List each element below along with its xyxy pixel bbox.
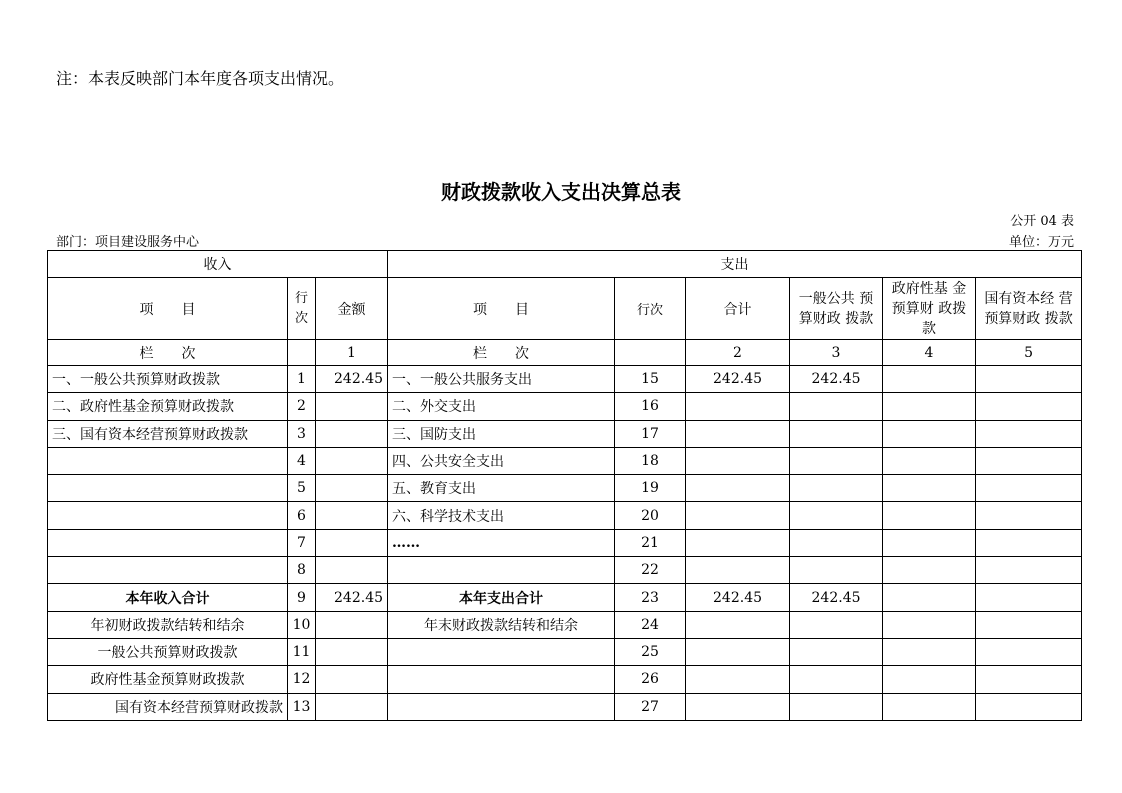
expense-row-no-cell: 16 xyxy=(615,393,686,420)
column-number-3: 3 xyxy=(790,340,883,366)
income-amount-header: 金额 xyxy=(316,278,388,340)
general-budget-cell xyxy=(790,666,883,693)
income-amount-cell: 242.45 xyxy=(316,366,388,393)
state-capital-cell xyxy=(976,666,1082,693)
table-row xyxy=(48,393,1082,420)
gov-fund-cell xyxy=(883,584,976,611)
general-budget-cell xyxy=(790,611,883,638)
gov-fund-cell xyxy=(883,557,976,584)
column-number-1: 1 xyxy=(316,340,388,366)
general-budget-cell xyxy=(790,420,883,447)
income-item-cell: 政府性基金预算财政拨款 xyxy=(48,666,288,693)
general-budget-cell xyxy=(790,638,883,665)
total-cell xyxy=(686,393,790,420)
gov-fund-cell xyxy=(883,366,976,393)
table-row xyxy=(48,447,1082,474)
expense-item-cell: 三、国防支出 xyxy=(388,420,615,447)
gov-fund-cell xyxy=(883,638,976,665)
page-title: 财政拨款收入支出决算总表 xyxy=(441,180,681,204)
expense-row-no-cell: 20 xyxy=(615,502,686,529)
income-item-header: 项 目 xyxy=(48,278,288,340)
general-budget-cell xyxy=(790,557,883,584)
table-note: 注：本表反映部门本年度各项支出情况。 xyxy=(56,69,345,88)
total-header: 合计 xyxy=(686,278,790,340)
gov-fund-cell xyxy=(883,611,976,638)
expense-item-cell: 年末财政拨款结转和结余 xyxy=(388,611,615,638)
income-amount-cell xyxy=(316,693,388,720)
total-cell xyxy=(686,557,790,584)
income-item-cell: 三、国有资本经营预算财政拨款 xyxy=(48,420,288,447)
income-item-cell xyxy=(48,529,288,556)
expense-header: 支出 xyxy=(388,251,1082,278)
column-number-2: 2 xyxy=(686,340,790,366)
general-budget-cell xyxy=(790,502,883,529)
expense-item-cell: 本年支出合计 xyxy=(388,584,615,611)
general-budget-cell xyxy=(790,693,883,720)
table-row xyxy=(48,611,1082,638)
total-cell xyxy=(686,638,790,665)
total-cell xyxy=(686,420,790,447)
income-item-cell xyxy=(48,502,288,529)
table-row xyxy=(48,666,1082,693)
income-row-no-cell: 9 xyxy=(288,584,316,611)
state-capital-cell xyxy=(976,611,1082,638)
total-cell xyxy=(686,529,790,556)
income-item-cell xyxy=(48,557,288,584)
column-number-empty xyxy=(288,340,316,366)
income-row-no-cell: 1 xyxy=(288,366,316,393)
column-label-left: 栏 次 xyxy=(48,340,288,366)
income-amount-cell xyxy=(316,638,388,665)
income-row-no-cell: 4 xyxy=(288,447,316,474)
income-item-cell: 本年收入合计 xyxy=(48,584,288,611)
income-row-no-cell: 2 xyxy=(288,393,316,420)
table-row xyxy=(48,502,1082,529)
income-row-no-cell: 10 xyxy=(288,611,316,638)
expense-row-no-cell: 22 xyxy=(615,557,686,584)
budget-summary-table xyxy=(47,250,1082,721)
total-cell xyxy=(686,611,790,638)
total-cell xyxy=(686,475,790,502)
income-amount-cell xyxy=(316,447,388,474)
table-row xyxy=(48,638,1082,665)
income-amount-cell xyxy=(316,475,388,502)
general-budget-cell: 242.45 xyxy=(790,366,883,393)
income-header: 收入 xyxy=(48,251,388,278)
expense-item-cell: …… xyxy=(388,529,615,556)
gov-fund-cell xyxy=(883,529,976,556)
expense-item-cell: 五、教育支出 xyxy=(388,475,615,502)
gov-fund-cell xyxy=(883,666,976,693)
income-item-cell: 二、政府性基金预算财政拨款 xyxy=(48,393,288,420)
general-budget-cell xyxy=(790,447,883,474)
income-amount-cell: 242.45 xyxy=(316,584,388,611)
column-number-empty xyxy=(615,340,686,366)
income-row-no-cell: 12 xyxy=(288,666,316,693)
column-label-right: 栏 次 xyxy=(388,340,615,366)
state-capital-header: 国有资本经 营预算财政 拨款 xyxy=(976,278,1082,340)
income-amount-cell xyxy=(316,393,388,420)
form-number: 公开 04 表 xyxy=(1010,214,1074,229)
income-amount-cell xyxy=(316,557,388,584)
expense-item-cell: 一、一般公共服务支出 xyxy=(388,366,615,393)
gov-fund-cell xyxy=(883,447,976,474)
general-budget-cell xyxy=(790,393,883,420)
expense-item-cell xyxy=(388,693,615,720)
expense-item-cell: 六、科学技术支出 xyxy=(388,502,615,529)
state-capital-cell xyxy=(976,475,1082,502)
expense-row-no-cell: 26 xyxy=(615,666,686,693)
expense-row-no-cell: 23 xyxy=(615,584,686,611)
expense-row-no-cell: 24 xyxy=(615,611,686,638)
expense-row-no-cell: 17 xyxy=(615,420,686,447)
table-row xyxy=(48,584,1082,611)
gov-fund-cell xyxy=(883,502,976,529)
state-capital-cell xyxy=(976,393,1082,420)
state-capital-cell xyxy=(976,557,1082,584)
expense-row-no-header: 行次 xyxy=(615,278,686,340)
state-capital-cell xyxy=(976,584,1082,611)
column-number-4: 4 xyxy=(883,340,976,366)
expense-row-no-cell: 18 xyxy=(615,447,686,474)
income-row-no-header: 行 次 xyxy=(288,278,316,340)
table-row xyxy=(48,366,1082,393)
income-row-no-cell: 7 xyxy=(288,529,316,556)
expense-item-header: 项 目 xyxy=(388,278,615,340)
income-row-no-cell: 6 xyxy=(288,502,316,529)
income-row-no-cell: 13 xyxy=(288,693,316,720)
state-capital-cell xyxy=(976,502,1082,529)
total-cell: 242.45 xyxy=(686,584,790,611)
expense-item-cell xyxy=(388,557,615,584)
general-budget-cell xyxy=(790,529,883,556)
unit-label: 单位：万元 xyxy=(1008,235,1074,250)
total-cell: 242.45 xyxy=(686,366,790,393)
income-amount-cell xyxy=(316,666,388,693)
total-cell xyxy=(686,693,790,720)
table-row xyxy=(48,693,1082,720)
header-row-columns xyxy=(48,278,1082,340)
state-capital-cell xyxy=(976,366,1082,393)
total-cell xyxy=(686,502,790,529)
expense-row-no-cell: 21 xyxy=(615,529,686,556)
general-budget-cell: 242.45 xyxy=(790,584,883,611)
department-label: 部门：项目建设服务中心 xyxy=(56,235,200,250)
income-amount-cell xyxy=(316,529,388,556)
expense-row-no-cell: 15 xyxy=(615,366,686,393)
gov-fund-cell xyxy=(883,393,976,420)
expense-item-cell: 四、公共安全支出 xyxy=(388,447,615,474)
income-amount-cell xyxy=(316,502,388,529)
income-row-no-cell: 11 xyxy=(288,638,316,665)
column-number-5: 5 xyxy=(976,340,1082,366)
income-item-cell: 一、一般公共预算财政拨款 xyxy=(48,366,288,393)
income-amount-cell xyxy=(316,611,388,638)
table-row xyxy=(48,529,1082,556)
income-item-cell xyxy=(48,475,288,502)
total-cell xyxy=(686,447,790,474)
income-amount-cell xyxy=(316,420,388,447)
expense-row-no-cell: 19 xyxy=(615,475,686,502)
table-row xyxy=(48,557,1082,584)
income-item-cell: 一般公共预算财政拨款 xyxy=(48,638,288,665)
column-number-row xyxy=(48,340,1082,366)
gov-fund-cell xyxy=(883,420,976,447)
gov-fund-cell xyxy=(883,475,976,502)
income-item-cell: 年初财政拨款结转和结余 xyxy=(48,611,288,638)
state-capital-cell xyxy=(976,693,1082,720)
state-capital-cell xyxy=(976,529,1082,556)
state-capital-cell xyxy=(976,447,1082,474)
total-cell xyxy=(686,666,790,693)
income-row-no-cell: 8 xyxy=(288,557,316,584)
table-row xyxy=(48,420,1082,447)
expense-row-no-cell: 25 xyxy=(615,638,686,665)
state-capital-cell xyxy=(976,420,1082,447)
gov-fund-cell xyxy=(883,693,976,720)
table-row xyxy=(48,475,1082,502)
income-row-no-cell: 5 xyxy=(288,475,316,502)
header-row-group xyxy=(48,251,1082,278)
expense-item-cell: 二、外交支出 xyxy=(388,393,615,420)
income-row-no-cell: 3 xyxy=(288,420,316,447)
general-budget-header: 一般公共 预算财政 拨款 xyxy=(790,278,883,340)
general-budget-cell xyxy=(790,475,883,502)
income-item-cell: 国有资本经营预算财政拨款 xyxy=(48,693,288,720)
expense-row-no-cell: 27 xyxy=(615,693,686,720)
expense-item-cell xyxy=(388,638,615,665)
income-item-cell xyxy=(48,447,288,474)
gov-fund-header: 政府性基 金预算财 政拨款 xyxy=(883,278,976,340)
expense-item-cell xyxy=(388,666,615,693)
state-capital-cell xyxy=(976,638,1082,665)
